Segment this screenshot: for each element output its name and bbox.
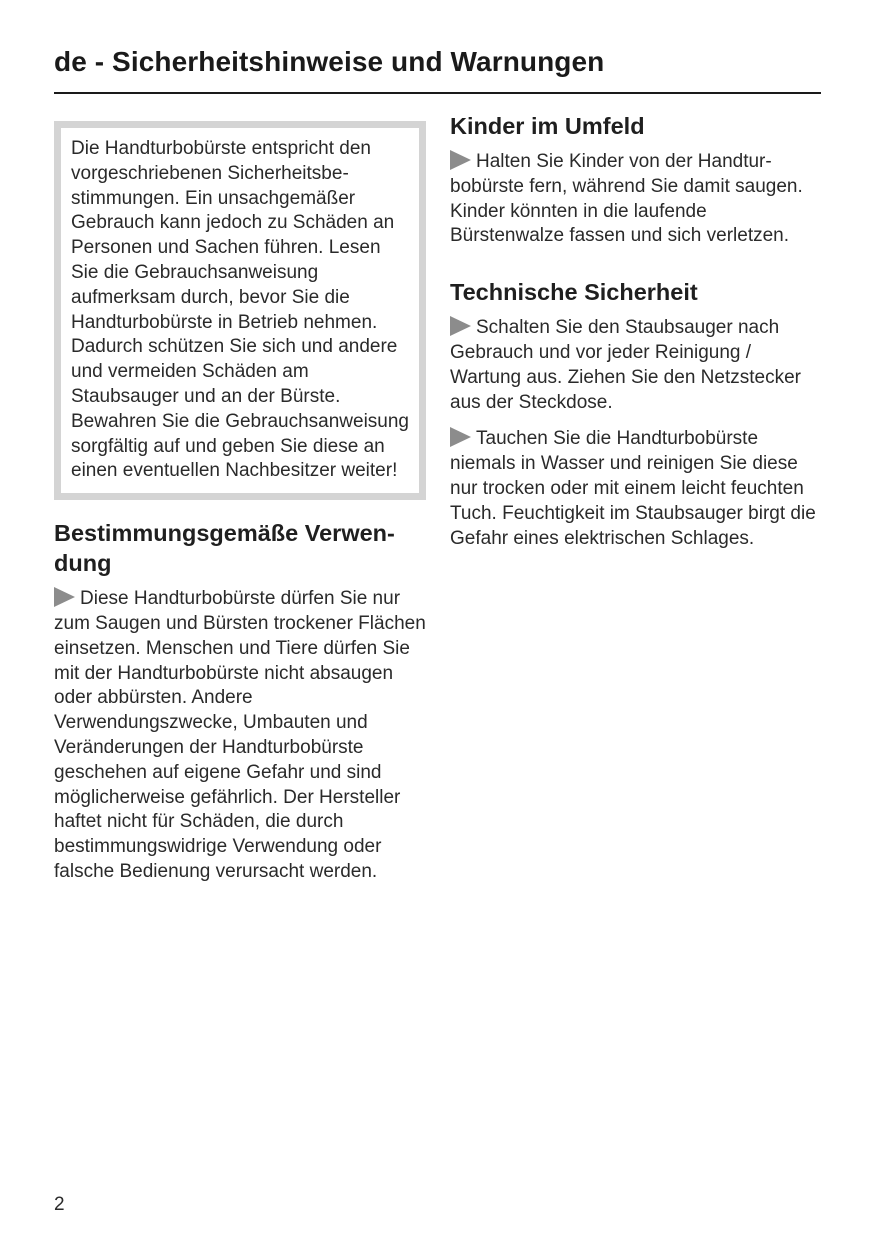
page-number: 2 — [54, 1194, 65, 1215]
children-item — [450, 150, 822, 249]
triangle-bullet-icon — [450, 150, 471, 170]
left-column — [54, 108, 426, 885]
technical-safety-text-2: Tauchen Sie die Handturbobürste niemals in Wasser und reinigen Sie diese nur trocken oder mit einem leicht feuchten Tuch. Feuchtigkeit im Staubsauger birgt die Gefahr eines elektrischen Schlages. — [450, 428, 816, 549]
technical-safety-text-1: Schalten Sie den Staubsauger nach Gebrauch und vor jeder Reinigung / Wartung aus. Ziehen Sie den Netzstecker aus der Steckdose. — [450, 317, 801, 413]
safety-notice-box — [54, 121, 426, 500]
safety-notice-text: Die Handturbobürste entspricht den vorgeschriebenen Sicherheitsbestimmungen. Ein unsachgemäßer Gebrauch kann jedoch zu Schäden an Personen und Sachen führen. Lesen Sie die Gebrauchsanweisung aufmerksam durch, bevor Sie die Handturbobürste in Betrieb nehmen. Dadurch schützen Sie sich und andere und vermeiden Schäden am Staubsauger und an der Bürste. Bewahren Sie die Gebrauchsanweisung sorgfältig auf und geben Sie diese an einen eventuellen Nachbesitzer weiter! — [71, 138, 409, 482]
children-text: Halten Sie Kinder von der Handturbobürste fern, während Sie damit saugen. Kinder könnten in die laufende Bürstenwalze fassen und sich verletzen. — [450, 151, 803, 247]
triangle-bullet-icon — [450, 316, 471, 336]
children-heading: Kinder im Umfeld — [450, 113, 645, 139]
page-title: de - Sicherheitshinweise und Warnungen — [54, 46, 605, 77]
title-divider — [54, 92, 821, 94]
technical-safety-heading: Technische Sicherheit — [450, 279, 698, 306]
technical-safety-item — [450, 316, 822, 415]
intended-use-heading: Bestimmungsgemäße Verwendung — [54, 520, 395, 577]
intended-use-text: Diese Handturbobürste dürfen Sie nur zum Saugen und Bürsten trockener Flächen einsetzen. Menschen und Tiere dürfen Sie mit der Handturbobürste nicht absaugen oder abbürsten. Andere Verwendungszwecke, Umbauten und Veränderungen der Handturbobürste geschehen auf eigene Gefahr und sind möglicherweise gefährlich. Der Hersteller haftet nicht für Schäden, die durch bestimmungswidrige Verwendung oder falsche Bedienung verursacht werden. — [54, 588, 426, 882]
triangle-bullet-icon — [450, 427, 471, 447]
right-column — [450, 108, 822, 551]
technical-safety-item — [450, 427, 822, 551]
intended-use-item — [54, 587, 426, 885]
triangle-bullet-icon — [54, 587, 75, 607]
